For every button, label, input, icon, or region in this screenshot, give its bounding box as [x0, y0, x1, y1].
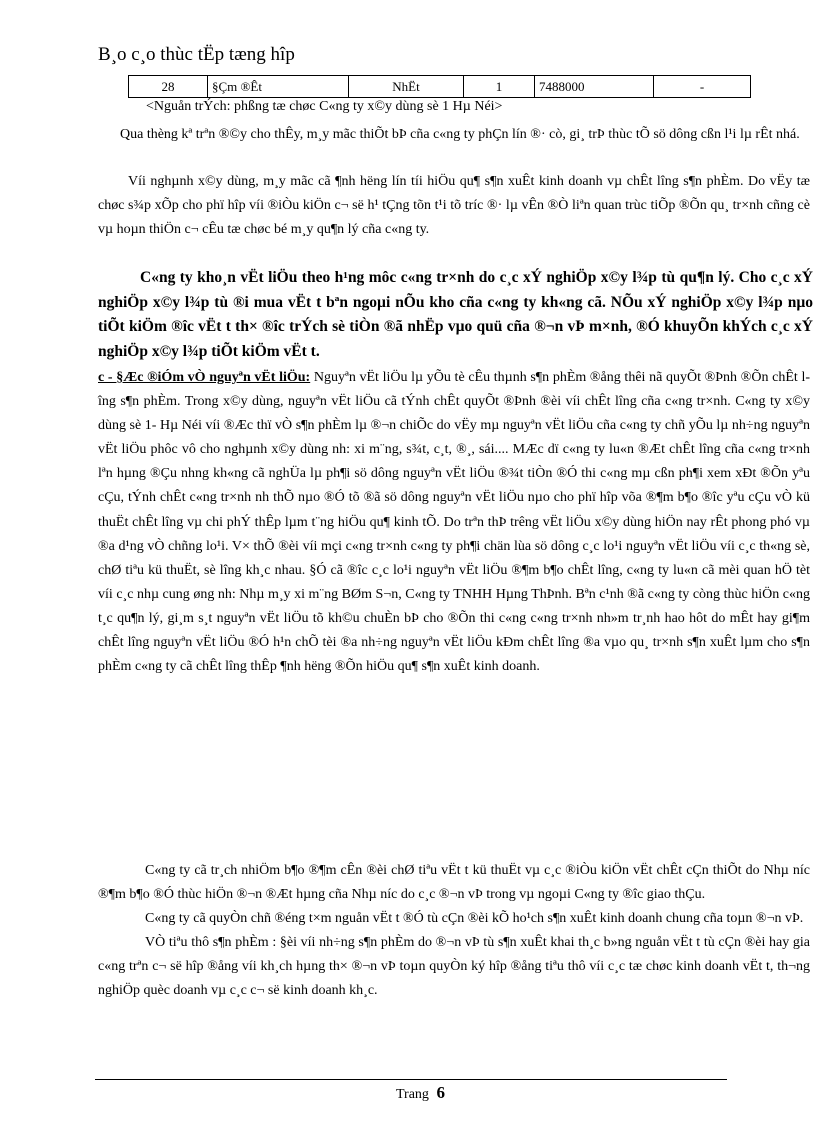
paragraph-material-body: Nguyªn vËt liÖu lµ yÕu tè cÊu thµnh s¶n phÈm ®ång thêi nã quyÕt ®Þnh ®Õn chÊt lîng s¶n phÈm. Trong x©y dùng, nguyªn vËt liÖu cã tÝnh chÊt quyÕt ®Þnh ®èi víi chÊt lîng cña c«ng tr×nh. C«ng ty x©y dùng sè 1- Hµ Néi víi ®Æc thï vÒ s¶n phÈm lµ ®¬n chiÕc do vËy mµ nguyªn vËt liÖu cña c«ng ty chñ yÕu lµ nh÷ng nguyªn vËt liÖu phôc vô cho nghµnh x©y dùng nh: xi m¨ng, s¾t, c¸t, ®¸, sái.... MÆc dï c«ng ty lu«n ®Æt chÊt lîng cña c«ng tr×nh lªn hµng ®Çu nhng kh«ng cã nghÜa lµ ph¶i sö dông nguyªn vËt liÖu ®¾t tiÒn ®Ó thi c«ng mµ cßn ph¶i xem xÐt ®Õn yªu cÇu, tÝnh chÊt c«ng tr×nh nh thÕ nµo ®Ó tõ ®ã sö dông nguyªn vËt liÖu nµo cho phï hîp võa ®¶m b¶o ®îc yªu cÇu vÒ kü thuËt chÊt lîng vµ chi phÝ thÊp lµm t¨ng hiÖu qu¶ kinh tÕ. Do trªn thÞ trêng vËt liÖu x©y dùng hiÖn nay rÊt phong phó vµ ®a d¹ng vÒ chñng lo¹i. V× thÕ ®èi víi mçi c«ng tr×nh c«ng ty ph¶i chän lùa sö dông c¸c lo¹i nguyªn vËt liÖu víi c¸c th«ng sè, chØ tiªu kü thuËt, sè lîng kh¸c nhau. §Ó cã ®îc c¸c lo¹i nguyªn vËt liÖu ®¶m b¶o chÊt lîng, c«ng ty lu«n cã mèi quan hÖ tèt víi c¸c nhµ cung øng nh: Nhµ m¸y xi m¨ng BØm S¬n, C«ng ty TNHH Hµng ThÞnh. Bªn c¹nh ®ã c«ng ty còng thùc hiÖn c«ng t¸c qu¶n lý, gi¸m s¸t nguyªn vËt liÖu tõ kh©u chuÈn bÞ cho ®Õn thi c«ng c«ng tr×nh nh»m tr¸nh hao hôt do mÊt hay gi¶m chÊt lîng nguyªn vËt liÖu ®Ó h¹n chÕ tèi ®a nh÷ng nguyªn vËt liÖu kÐm chÊt lîng ®a vµo qu¸ tr×nh s¶n xuÊt lµm cho s¶n phÈm c«ng ty cã chÊt lîng thÊp ¶nh hëng ®Õn hiÖu qu¶ s¶n xuÊt kinh doanh. — [98, 370, 811, 675]
table-cell-equipment-name: §Çm ®Êt — [208, 76, 349, 98]
footer-divider — [95, 1079, 727, 1080]
table-source-note: <Nguån trÝch: phßng tæ chøc C«ng ty x©y dùng sè 1 Hµ Néi> — [146, 99, 503, 114]
report-heading: B¸o c¸o thùc tËp tæng hîp — [98, 44, 295, 65]
table-cell-value: 7488000 — [535, 76, 654, 98]
equipment-table — [128, 75, 751, 98]
page-number: 6 — [436, 1083, 445, 1102]
table-cell-index: 28 — [129, 76, 208, 98]
paragraph-material-contracting: C«ng ty kho¸n vËt liÖu theo h¹ng môc c«ng tr×nh do c¸c xÝ nghiÖp x©y l¾p tù qu¶n lý. Cho c¸c xÝ nghiÖp x©y l¾p tù ®i mua vËt t bªn ngoµi nÕu kho cña c«ng ty kh«ng cã. NÕu xÝ nghiÖp x©y l¾p nµo tiÕt kiÖm ®îc vËt t th× ®îc trÝch sè tiÒn ®ã nhËp vµo quü cña ®¬n vÞ m×nh, ®Ó khuyÕn khÝch c¸c xÝ nghiÖp x©y l¾p tiÕt kiÖm vËt t. — [98, 269, 813, 360]
paragraph-product-sales: VÒ tiªu thô s¶n phÈm : §èi víi nh÷ng s¶n phÈm do ®¬n vÞ tù s¶n xuÊt khai th¸c b»ng nguån vËt t tù cÇn ®èi hay gia c«ng trªn c¬ së hîp ®ång víi kh¸ch hµng th× ®¬n vÞ toµn quyÒn ký hîp ®ång tiªu thô víi c¸c tæ chøc kinh doanh vËt t, th¬ng nghiÖp quèc doanh vµ c¸c c¬ së kinh doanh kh¸c. — [98, 935, 810, 999]
table-cell-quantity: 1 — [464, 76, 535, 98]
paragraph-supply-responsibility: C«ng ty cã tr¸ch nhiÖm b¶o ®¶m cÊn ®èi chØ tiªu vËt t kü thuËt vµ c¸c ®iÒu kiÖn vËt chÊt cÇn thiÕt do Nhµ níc ®¶m b¶o ®Ó thùc hiÖn ®¬n ®Æt hµng cña Nhµ níc do c¸c ®¬n vÞ trong vµ ngoµi C«ng ty ®îc giao thÇu. — [98, 863, 810, 903]
page-footer — [396, 1083, 445, 1103]
paragraph-machinery-summary: Qua thèng kª trªn ®©y cho thÊy, m¸y mãc thiÕt bÞ cña c«ng ty phÇn lín ®· cò, gi¸ trÞ thùc tÕ sö dông cßn l¹i lµ rÊt nhá. — [120, 127, 800, 142]
table-cell-origin: NhËt — [349, 76, 464, 98]
table-row — [129, 76, 751, 98]
paragraph-supply-autonomy: C«ng ty cã quyÒn chñ ®éng t×m nguån vËt t ®Ó tù cÇn ®èi kÕ ho¹ch s¶n xuÊt kinh doanh chung cña toµn ®¬n vÞ. — [145, 911, 804, 926]
paragraph-material-characteristics — [98, 366, 810, 679]
footer-page-label: Trang — [396, 1087, 429, 1102]
table-cell-remaining: - — [654, 76, 751, 98]
section-heading-materials: c - §Æc ®iÓm vÒ nguyªn vËt liÖu: — [98, 370, 311, 385]
paragraph-machinery-impact: Víi nghµnh x©y dùng, m¸y mãc cã ¶nh hëng lín tíi hiÖu qu¶ s¶n xuÊt kinh doanh vµ chÊt lîng s¶n phÈm. Do vËy tæ chøc s¾p xÕp cho phï hîp víi ®iÒu kiÖn c¬ së h¹ tÇng tõn t¹i tõ tríc ®· lµ vÊn ®Ò liªn quan trùc tiÕp ®Õn qu¸ tr×nh cñng cè vµ hoµn thiÖn c¬ cÊu tæ chøc bé m¸y qu¶n lý cña c«ng ty. — [98, 174, 810, 238]
